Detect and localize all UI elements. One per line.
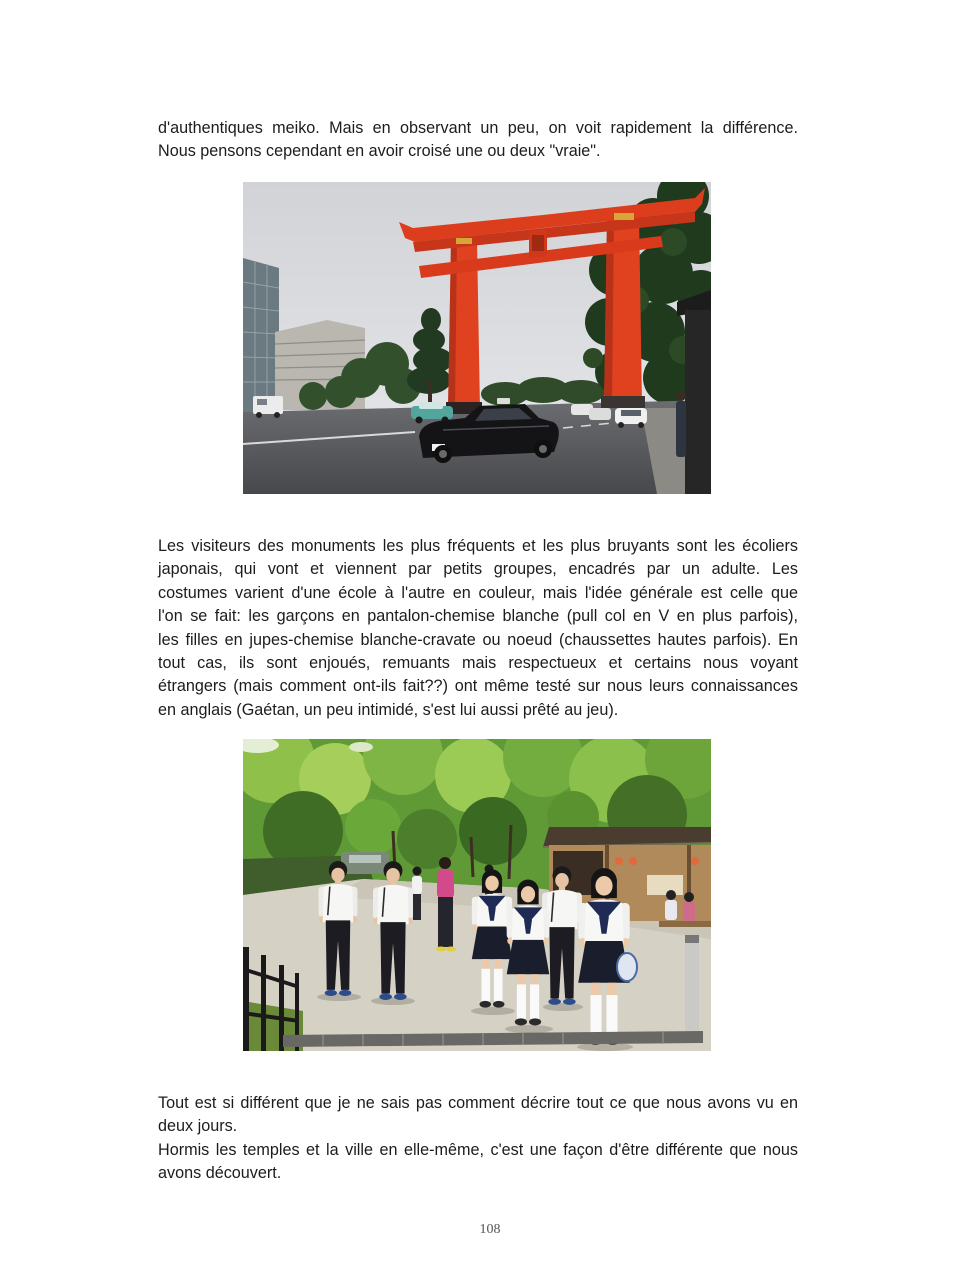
paragraph-meiko: [158, 117, 798, 164]
text-line: japonais, qui vont et viennent par petits groupes, encadrés par un adulte. Les: [158, 560, 798, 579]
parked-car: [341, 852, 389, 874]
text-line: costumes varient d'une école à l'autre en couleur, mais l'idée générale est celle que: [158, 583, 798, 602]
paragraph-schoolchildren: [158, 535, 798, 722]
text-line: les filles en jupes-chemise blanche-cravate ou noeud (chaussettes hautes parfois). En: [158, 630, 798, 649]
glass-tower: [243, 258, 279, 414]
text-line: Tout est si différent que je ne sais pas comment décrire tout ce que nous avons vu en: [158, 1094, 798, 1112]
text-line: en anglais (Gaétan, un peu intimidé, s'est lui aussi prêté au jeu).: [158, 700, 619, 719]
text-line: tout cas, ils sont enjoués, remuants mais respectueux et certains nous voyant: [158, 653, 798, 672]
page-number: 108: [479, 1222, 501, 1237]
paragraph-discovery: [158, 1139, 798, 1186]
text-line: Nous pensons cependant en avoir croisé une ou deux "vraie".: [158, 142, 601, 161]
text-line: étrangers (mais comment ont-ils fait??) ont même testé sur nous leurs connaissances: [158, 677, 798, 696]
text-line: Les visiteurs des monuments les plus fréquents et les plus bruyants sont les écoliers: [158, 537, 798, 555]
text-line: deux jours.: [158, 1117, 238, 1136]
paragraph-conclusion: [158, 1092, 798, 1139]
text-line: Hormis les temples et la ville en elle-même, c'est une façon d'être différente que nous: [158, 1141, 798, 1159]
text-line: d'authentiques meiko. Mais en observant un peu, on voit rapidement la différence.: [158, 119, 798, 137]
lamp-post: [685, 935, 699, 1031]
school-bag: [617, 953, 637, 981]
torii-gate-photo: [243, 182, 711, 494]
text-line: l'on se fait: les garçons en pantalon-chemise blanche (pull col en V en plus parfois),: [158, 607, 798, 626]
text-line: avons découvert.: [158, 1164, 282, 1183]
students-photo: [243, 739, 711, 1051]
